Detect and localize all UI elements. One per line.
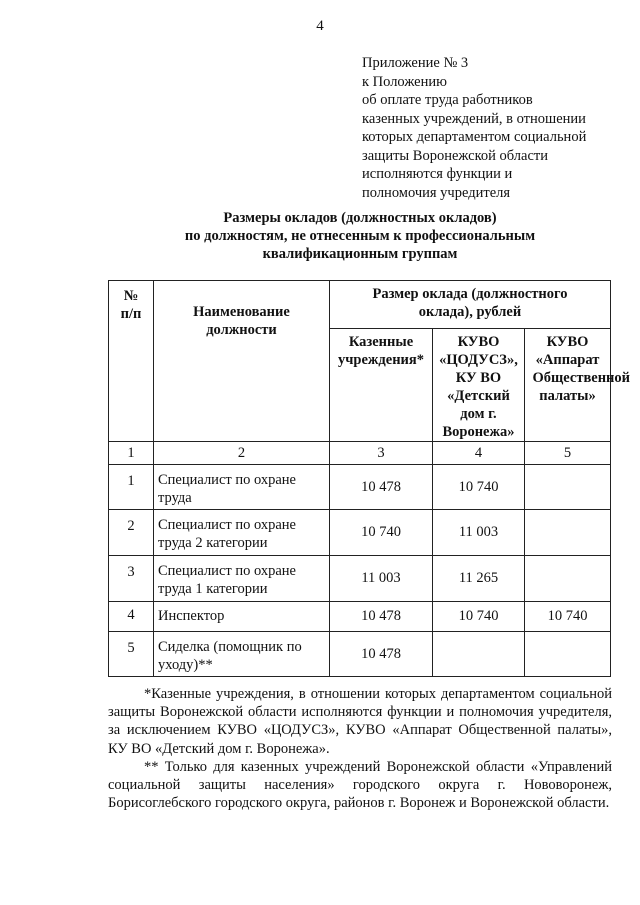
title-line: квалификационным группам: [262, 246, 458, 262]
title-line: по должностям, не отнесенным к профессиональным: [184, 228, 536, 244]
salary-coduszn-orphanage: 11 003: [433, 510, 525, 556]
salary-coduszn-orphanage: 10 740: [433, 602, 525, 632]
table-row: [109, 510, 611, 556]
position-name: Инспектор: [154, 602, 330, 632]
position-name: Специалист по охране труда: [154, 465, 330, 510]
column-numbers-row: [109, 442, 611, 465]
appendix-line: которых департаментом социальной: [362, 129, 587, 145]
row-number: 3: [109, 556, 154, 602]
appendix-line: казенных учреждений, в отношении: [362, 110, 586, 127]
table-row: [109, 556, 611, 602]
salary-public-chamber: [525, 632, 611, 677]
column-number: 5: [525, 442, 611, 465]
salary-state-institutions: 10 478: [330, 602, 433, 632]
appendix-line: защиты Воронежской области: [362, 147, 549, 164]
document-title: [60, 209, 640, 263]
header-number: № п/п: [109, 281, 154, 442]
appendix-line: исполняются функции и: [362, 166, 513, 182]
salary-coduszn-orphanage: 11 265: [433, 556, 525, 602]
footnote-caregiver: ** Только для казенных учреждений Воронежской области «Управлений социальной защиты населения» городского округа г. Нововоронеж, Борисоглебского городского округа, районов г. Воронеж и Воронежской области.: [108, 758, 612, 812]
appendix-block: [362, 54, 622, 202]
appendix-line: полномочия учредителя: [362, 184, 511, 201]
salary-state-institutions: 10 740: [330, 510, 433, 556]
footnote-state-institutions: *Казенные учреждения, в отношении которых департаментом социальной защиты Воронежской области исполняются функции и полномочия учредителя, за исключением КУВО «ЦОДУСЗ», КУВО «Аппарат Общественной палаты», КУ ВО «Детский дом г. Воронежа».: [108, 686, 612, 757]
appendix-line: об оплате труда работников: [362, 92, 533, 108]
row-number: 5: [109, 632, 154, 677]
header-coduszn-orphanage: КУВО «ЦОДУСЗ», КУ ВО «Детский дом г. Воронежа»: [433, 329, 525, 442]
appendix-line: к Положению: [362, 73, 447, 90]
row-number: 1: [109, 465, 154, 510]
salary-state-institutions: 10 478: [330, 465, 433, 510]
table-row: [109, 465, 611, 510]
column-number: 3: [330, 442, 433, 465]
salary-table: [108, 280, 631, 677]
page-number: 4: [316, 18, 324, 34]
salary-coduszn-orphanage: 10 740: [433, 465, 525, 510]
header-salary-size: Размер оклада (должностного оклада), рублей: [330, 281, 611, 329]
salary-coduszn-orphanage: [433, 632, 525, 677]
table-row: [109, 602, 611, 632]
salary-public-chamber: [525, 510, 611, 556]
row-number: 2: [109, 510, 154, 556]
salary-public-chamber: 10 740: [525, 602, 611, 632]
row-number: 4: [109, 602, 154, 632]
appendix-line: Приложение № 3: [362, 55, 469, 71]
position-name: Сиделка (помощник по уходу)**: [154, 632, 330, 677]
footnotes: [108, 685, 612, 812]
header-public-chamber: КУВО «Аппарат Общественной палаты»: [525, 329, 611, 442]
position-name: Специалист по охране труда 1 категории: [154, 556, 330, 602]
salary-public-chamber: [525, 465, 611, 510]
salary-state-institutions: 10 478: [330, 632, 433, 677]
column-number: 1: [109, 442, 154, 465]
column-number: 2: [154, 442, 330, 465]
salary-public-chamber: [525, 556, 611, 602]
salary-state-institutions: 11 003: [330, 556, 433, 602]
title-line: Размеры окладов (должностных окладов): [223, 210, 497, 226]
position-name: Специалист по охране труда 2 категории: [154, 510, 330, 556]
header-position-name: Наименование должности: [154, 281, 330, 442]
column-number: 4: [433, 442, 525, 465]
header-state-institutions: Казенные учреждения*: [330, 329, 433, 442]
table-row: [109, 632, 611, 677]
